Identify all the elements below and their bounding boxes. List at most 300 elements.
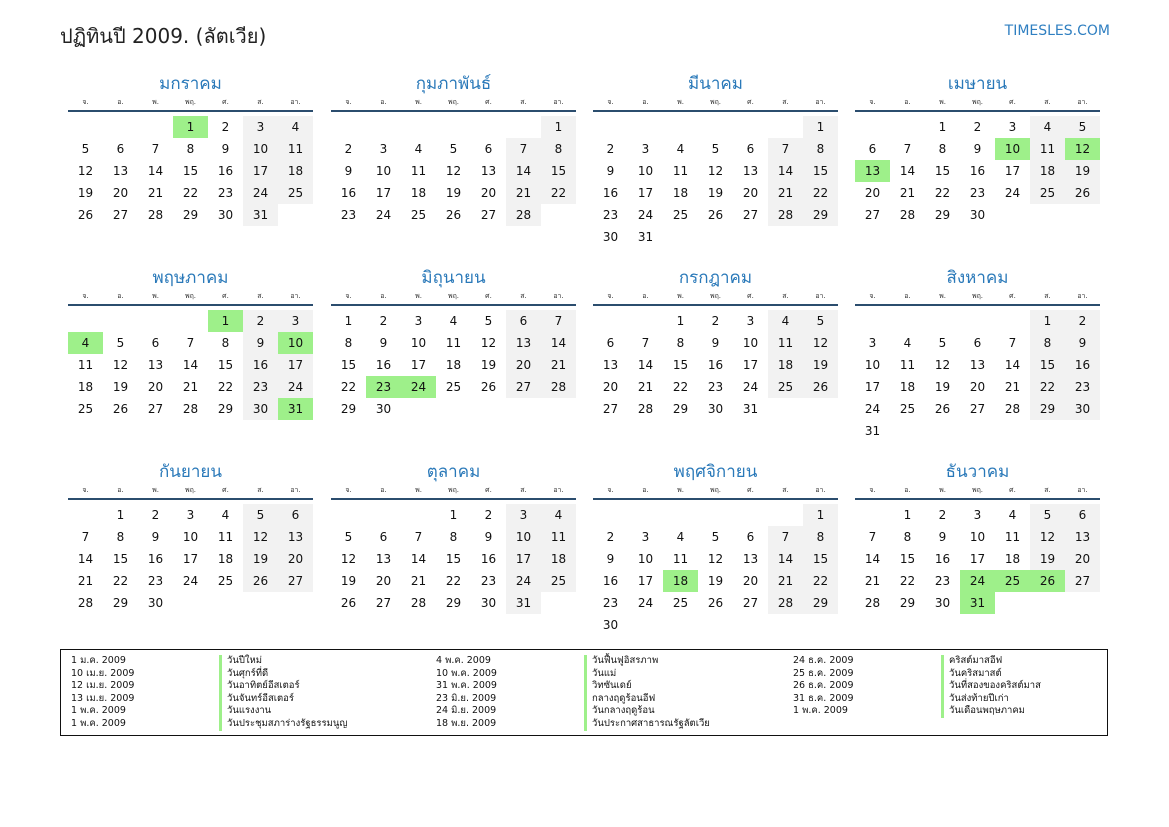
day-cell[interactable]: 21 (541, 354, 576, 376)
day-cell[interactable]: 29 (1030, 398, 1065, 420)
day-cell[interactable]: 30 (602, 230, 619, 244)
day-cell[interactable]: 27 (602, 402, 619, 416)
day-cell[interactable]: 20 (506, 354, 541, 376)
day-cell[interactable]: 8 (1030, 332, 1065, 354)
day-cell[interactable]: 15 (182, 164, 199, 178)
day-cell[interactable]: 26 (707, 596, 724, 610)
day-cell[interactable]: 12 (480, 336, 497, 350)
day-cell[interactable]: 6 (506, 310, 541, 332)
day-cell[interactable]: 15 (803, 548, 838, 570)
day-cell[interactable]: 25 (445, 380, 462, 394)
day-cell[interactable]: 16 (375, 358, 392, 372)
day-cell[interactable]: 1 (803, 116, 838, 138)
day-cell[interactable]: 15 (899, 552, 916, 566)
day-cell[interactable]: 26 (934, 402, 951, 416)
day-cell[interactable]: 24 (637, 596, 654, 610)
day-cell[interactable]: 4 (221, 508, 230, 522)
day-cell[interactable]: 18 (1030, 160, 1065, 182)
day-cell[interactable]: 20 (112, 186, 129, 200)
day-cell[interactable]: 20 (742, 186, 759, 200)
day-cell[interactable]: 9 (938, 530, 947, 544)
day-cell[interactable]: 25 (1030, 182, 1065, 204)
day-cell[interactable]: 16 (969, 164, 986, 178)
day-cell[interactable]: 24 (637, 208, 654, 222)
day-cell[interactable]: 8 (344, 336, 353, 350)
day-cell[interactable]: 31 (864, 424, 881, 438)
day-cell[interactable]: 30 (1065, 398, 1100, 420)
day-cell[interactable]: 17 (243, 160, 278, 182)
day-cell[interactable]: 29 (112, 596, 129, 610)
day-cell[interactable]: 18 (278, 160, 313, 182)
day-cell[interactable]: 7 (414, 530, 423, 544)
day-cell[interactable]: 20 (602, 380, 619, 394)
day-cell[interactable]: 12 (707, 552, 724, 566)
day-cell[interactable]: 12 (243, 526, 278, 548)
day-cell[interactable]: 25 (768, 376, 803, 398)
day-cell[interactable]: 23 (340, 208, 357, 222)
day-cell[interactable]: 9 (484, 530, 493, 544)
day-cell[interactable]: 2 (1065, 310, 1100, 332)
holiday-day-cell[interactable]: 23 (366, 376, 401, 398)
day-cell[interactable]: 21 (77, 574, 94, 588)
day-cell[interactable]: 21 (410, 574, 427, 588)
day-cell[interactable]: 7 (1008, 336, 1017, 350)
day-cell[interactable]: 25 (541, 570, 576, 592)
day-cell[interactable]: 10 (637, 552, 654, 566)
day-cell[interactable]: 7 (768, 138, 803, 160)
day-cell[interactable]: 22 (672, 380, 689, 394)
day-cell[interactable]: 17 (410, 358, 427, 372)
holiday-day-cell[interactable]: 10 (995, 138, 1030, 160)
day-cell[interactable]: 17 (742, 358, 759, 372)
day-cell[interactable]: 25 (410, 208, 427, 222)
day-cell[interactable]: 8 (803, 138, 838, 160)
day-cell[interactable]: 6 (868, 142, 877, 156)
day-cell[interactable]: 15 (541, 160, 576, 182)
day-cell[interactable]: 24 (1004, 186, 1021, 200)
day-cell[interactable]: 15 (803, 160, 838, 182)
day-cell[interactable]: 7 (506, 138, 541, 160)
day-cell[interactable]: 29 (340, 402, 357, 416)
day-cell[interactable]: 16 (147, 552, 164, 566)
day-cell[interactable]: 10 (182, 530, 199, 544)
day-cell[interactable]: 4 (414, 142, 423, 156)
day-cell[interactable]: 4 (449, 314, 458, 328)
day-cell[interactable]: 15 (112, 552, 129, 566)
day-cell[interactable]: 16 (340, 186, 357, 200)
day-cell[interactable]: 21 (506, 182, 541, 204)
day-cell[interactable]: 11 (445, 336, 462, 350)
holiday-day-cell[interactable]: 24 (401, 376, 436, 398)
day-cell[interactable]: 28 (147, 208, 164, 222)
day-cell[interactable]: 8 (116, 530, 125, 544)
day-cell[interactable]: 28 (1004, 402, 1021, 416)
day-cell[interactable]: 18 (217, 552, 234, 566)
day-cell[interactable]: 21 (899, 186, 916, 200)
day-cell[interactable]: 20 (480, 186, 497, 200)
day-cell[interactable]: 29 (445, 596, 462, 610)
day-cell[interactable]: 1 (903, 508, 912, 522)
day-cell[interactable]: 21 (768, 182, 803, 204)
day-cell[interactable]: 19 (707, 574, 724, 588)
day-cell[interactable]: 27 (506, 376, 541, 398)
day-cell[interactable]: 16 (934, 552, 951, 566)
day-cell[interactable]: 12 (112, 358, 129, 372)
day-cell[interactable]: 19 (803, 354, 838, 376)
day-cell[interactable]: 16 (480, 552, 497, 566)
day-cell[interactable]: 15 (340, 358, 357, 372)
day-cell[interactable]: 18 (672, 186, 689, 200)
day-cell[interactable]: 16 (243, 354, 278, 376)
day-cell[interactable]: 14 (77, 552, 94, 566)
day-cell[interactable]: 20 (375, 574, 392, 588)
day-cell[interactable]: 16 (217, 164, 234, 178)
day-cell[interactable]: 27 (864, 208, 881, 222)
day-cell[interactable]: 12 (77, 164, 94, 178)
day-cell[interactable]: 21 (637, 380, 654, 394)
day-cell[interactable]: 4 (676, 142, 685, 156)
day-cell[interactable]: 19 (243, 548, 278, 570)
day-cell[interactable]: 24 (278, 376, 313, 398)
day-cell[interactable]: 19 (445, 186, 462, 200)
day-cell[interactable]: 14 (182, 358, 199, 372)
day-cell[interactable]: 17 (637, 574, 654, 588)
day-cell[interactable]: 5 (803, 310, 838, 332)
holiday-day-cell[interactable]: 24 (960, 570, 995, 592)
day-cell[interactable]: 8 (938, 142, 947, 156)
day-cell[interactable]: 17 (506, 548, 541, 570)
day-cell[interactable]: 21 (864, 574, 881, 588)
day-cell[interactable]: 15 (672, 358, 689, 372)
day-cell[interactable]: 26 (803, 376, 838, 398)
day-cell[interactable]: 18 (1004, 552, 1021, 566)
day-cell[interactable]: 6 (278, 504, 313, 526)
day-cell[interactable]: 31 (637, 230, 654, 244)
day-cell[interactable]: 20 (864, 186, 881, 200)
day-cell[interactable]: 30 (934, 596, 951, 610)
day-cell[interactable]: 4 (676, 530, 685, 544)
day-cell[interactable]: 26 (445, 208, 462, 222)
day-cell[interactable]: 19 (934, 380, 951, 394)
day-cell[interactable]: 4 (1030, 116, 1065, 138)
day-cell[interactable]: 2 (484, 508, 493, 522)
day-cell[interactable]: 17 (864, 380, 881, 394)
day-cell[interactable]: 11 (672, 552, 689, 566)
day-cell[interactable]: 29 (803, 204, 838, 226)
day-cell[interactable]: 5 (344, 530, 353, 544)
day-cell[interactable]: 14 (147, 164, 164, 178)
day-cell[interactable]: 19 (707, 186, 724, 200)
day-cell[interactable]: 7 (641, 336, 650, 350)
holiday-day-cell[interactable]: 31 (278, 398, 313, 420)
day-cell[interactable]: 14 (768, 548, 803, 570)
day-cell[interactable]: 4 (278, 116, 313, 138)
day-cell[interactable]: 19 (77, 186, 94, 200)
day-cell[interactable]: 23 (969, 186, 986, 200)
day-cell[interactable]: 8 (221, 336, 230, 350)
day-cell[interactable]: 6 (151, 336, 160, 350)
day-cell[interactable]: 22 (1030, 376, 1065, 398)
day-cell[interactable]: 31 (742, 402, 759, 416)
day-cell[interactable]: 13 (147, 358, 164, 372)
day-cell[interactable]: 28 (410, 596, 427, 610)
day-cell[interactable]: 3 (641, 142, 650, 156)
day-cell[interactable]: 3 (868, 336, 877, 350)
day-cell[interactable]: 29 (217, 402, 234, 416)
day-cell[interactable]: 20 (969, 380, 986, 394)
day-cell[interactable]: 23 (707, 380, 724, 394)
day-cell[interactable]: 31 (243, 204, 278, 226)
day-cell[interactable]: 7 (81, 530, 90, 544)
day-cell[interactable]: 13 (278, 526, 313, 548)
day-cell[interactable]: 23 (243, 376, 278, 398)
day-cell[interactable]: 14 (899, 164, 916, 178)
day-cell[interactable]: 17 (969, 552, 986, 566)
day-cell[interactable]: 30 (480, 596, 497, 610)
day-cell[interactable]: 19 (112, 380, 129, 394)
day-cell[interactable]: 8 (903, 530, 912, 544)
day-cell[interactable]: 22 (112, 574, 129, 588)
day-cell[interactable]: 13 (1065, 526, 1100, 548)
day-cell[interactable]: 2 (606, 530, 615, 544)
day-cell[interactable]: 24 (375, 208, 392, 222)
day-cell[interactable]: 11 (768, 332, 803, 354)
day-cell[interactable]: 11 (77, 358, 94, 372)
day-cell[interactable]: 4 (1008, 508, 1017, 522)
brand-link[interactable]: TIMESLES.COM (1004, 23, 1110, 39)
day-cell[interactable]: 2 (938, 508, 947, 522)
day-cell[interactable]: 18 (768, 354, 803, 376)
day-cell[interactable]: 5 (449, 142, 458, 156)
day-cell[interactable]: 30 (602, 618, 619, 632)
day-cell[interactable]: 30 (147, 596, 164, 610)
day-cell[interactable]: 2 (606, 142, 615, 156)
day-cell[interactable]: 19 (1065, 160, 1100, 182)
day-cell[interactable]: 13 (112, 164, 129, 178)
day-cell[interactable]: 27 (480, 208, 497, 222)
day-cell[interactable]: 9 (1065, 332, 1100, 354)
day-cell[interactable]: 1 (1030, 310, 1065, 332)
day-cell[interactable]: 30 (969, 208, 986, 222)
holiday-day-cell[interactable]: 13 (855, 160, 890, 182)
day-cell[interactable]: 17 (1004, 164, 1021, 178)
day-cell[interactable]: 11 (217, 530, 234, 544)
day-cell[interactable]: 24 (742, 380, 759, 394)
day-cell[interactable]: 18 (541, 548, 576, 570)
day-cell[interactable]: 5 (1065, 116, 1100, 138)
day-cell[interactable]: 5 (243, 504, 278, 526)
holiday-day-cell[interactable]: 12 (1065, 138, 1100, 160)
day-cell[interactable]: 22 (340, 380, 357, 394)
day-cell[interactable]: 1 (449, 508, 458, 522)
day-cell[interactable]: 26 (340, 596, 357, 610)
day-cell[interactable]: 22 (182, 186, 199, 200)
day-cell[interactable]: 9 (711, 336, 720, 350)
day-cell[interactable]: 25 (672, 596, 689, 610)
day-cell[interactable]: 4 (768, 310, 803, 332)
day-cell[interactable]: 3 (746, 314, 755, 328)
day-cell[interactable]: 19 (480, 358, 497, 372)
day-cell[interactable]: 18 (410, 186, 427, 200)
day-cell[interactable]: 21 (768, 570, 803, 592)
day-cell[interactable]: 2 (379, 314, 388, 328)
day-cell[interactable]: 26 (480, 380, 497, 394)
day-cell[interactable]: 6 (1065, 504, 1100, 526)
day-cell[interactable]: 13 (602, 358, 619, 372)
day-cell[interactable]: 17 (278, 354, 313, 376)
day-cell[interactable]: 22 (445, 574, 462, 588)
day-cell[interactable]: 28 (541, 376, 576, 398)
day-cell[interactable]: 29 (899, 596, 916, 610)
day-cell[interactable]: 24 (506, 570, 541, 592)
day-cell[interactable]: 26 (1065, 182, 1100, 204)
day-cell[interactable]: 25 (278, 182, 313, 204)
day-cell[interactable]: 14 (541, 332, 576, 354)
day-cell[interactable]: 1 (938, 120, 947, 134)
day-cell[interactable]: 23 (602, 596, 619, 610)
day-cell[interactable]: 12 (1030, 526, 1065, 548)
day-cell[interactable]: 24 (182, 574, 199, 588)
day-cell[interactable]: 11 (672, 164, 689, 178)
day-cell[interactable]: 3 (278, 310, 313, 332)
day-cell[interactable]: 5 (1030, 504, 1065, 526)
holiday-day-cell[interactable]: 26 (1030, 570, 1065, 592)
day-cell[interactable]: 20 (147, 380, 164, 394)
day-cell[interactable]: 27 (742, 596, 759, 610)
day-cell[interactable]: 6 (973, 336, 982, 350)
day-cell[interactable]: 23 (480, 574, 497, 588)
day-cell[interactable]: 3 (973, 508, 982, 522)
day-cell[interactable]: 5 (711, 530, 720, 544)
day-cell[interactable]: 10 (969, 530, 986, 544)
day-cell[interactable]: 5 (938, 336, 947, 350)
holiday-day-cell[interactable]: 31 (960, 592, 995, 614)
day-cell[interactable]: 28 (899, 208, 916, 222)
day-cell[interactable]: 5 (81, 142, 90, 156)
day-cell[interactable]: 20 (742, 574, 759, 588)
holiday-day-cell[interactable]: 10 (278, 332, 313, 354)
holiday-day-cell[interactable]: 18 (663, 570, 698, 592)
day-cell[interactable]: 9 (243, 332, 278, 354)
day-cell[interactable]: 28 (77, 596, 94, 610)
day-cell[interactable]: 16 (1065, 354, 1100, 376)
day-cell[interactable]: 3 (1008, 120, 1017, 134)
day-cell[interactable]: 23 (602, 208, 619, 222)
day-cell[interactable]: 24 (243, 182, 278, 204)
day-cell[interactable]: 9 (973, 142, 982, 156)
day-cell[interactable]: 28 (768, 204, 803, 226)
day-cell[interactable]: 18 (899, 380, 916, 394)
day-cell[interactable]: 7 (768, 526, 803, 548)
day-cell[interactable]: 11 (899, 358, 916, 372)
day-cell[interactable]: 4 (903, 336, 912, 350)
day-cell[interactable]: 9 (606, 164, 615, 178)
day-cell[interactable]: 6 (116, 142, 125, 156)
day-cell[interactable]: 26 (77, 208, 94, 222)
day-cell[interactable]: 22 (217, 380, 234, 394)
day-cell[interactable]: 29 (934, 208, 951, 222)
day-cell[interactable]: 19 (1030, 548, 1065, 570)
day-cell[interactable]: 27 (742, 208, 759, 222)
day-cell[interactable]: 6 (484, 142, 493, 156)
day-cell[interactable]: 14 (1004, 358, 1021, 372)
day-cell[interactable]: 23 (934, 574, 951, 588)
day-cell[interactable]: 10 (410, 336, 427, 350)
day-cell[interactable]: 29 (803, 592, 838, 614)
day-cell[interactable]: 11 (278, 138, 313, 160)
day-cell[interactable]: 13 (506, 332, 541, 354)
day-cell[interactable]: 10 (742, 336, 759, 350)
day-cell[interactable]: 11 (410, 164, 427, 178)
day-cell[interactable]: 14 (637, 358, 654, 372)
day-cell[interactable]: 12 (340, 552, 357, 566)
day-cell[interactable]: 16 (602, 574, 619, 588)
day-cell[interactable]: 22 (803, 570, 838, 592)
day-cell[interactable]: 3 (379, 142, 388, 156)
holiday-day-cell[interactable]: 25 (995, 570, 1030, 592)
day-cell[interactable]: 20 (1065, 548, 1100, 570)
day-cell[interactable]: 13 (969, 358, 986, 372)
day-cell[interactable]: 18 (445, 358, 462, 372)
day-cell[interactable]: 15 (217, 358, 234, 372)
holiday-day-cell[interactable]: 1 (208, 310, 243, 332)
day-cell[interactable]: 10 (637, 164, 654, 178)
day-cell[interactable]: 1 (676, 314, 685, 328)
day-cell[interactable]: 4 (541, 504, 576, 526)
day-cell[interactable]: 21 (182, 380, 199, 394)
day-cell[interactable]: 28 (768, 592, 803, 614)
day-cell[interactable]: 27 (1065, 570, 1100, 592)
day-cell[interactable]: 2 (344, 142, 353, 156)
day-cell[interactable]: 14 (768, 160, 803, 182)
day-cell[interactable]: 15 (1030, 354, 1065, 376)
day-cell[interactable]: 8 (803, 526, 838, 548)
day-cell[interactable]: 5 (711, 142, 720, 156)
day-cell[interactable]: 22 (934, 186, 951, 200)
day-cell[interactable]: 27 (112, 208, 129, 222)
day-cell[interactable]: 9 (344, 164, 353, 178)
day-cell[interactable]: 16 (602, 186, 619, 200)
day-cell[interactable]: 16 (707, 358, 724, 372)
day-cell[interactable]: 17 (182, 552, 199, 566)
day-cell[interactable]: 25 (77, 402, 94, 416)
day-cell[interactable]: 1 (344, 314, 353, 328)
day-cell[interactable]: 19 (340, 574, 357, 588)
day-cell[interactable]: 14 (506, 160, 541, 182)
day-cell[interactable]: 5 (484, 314, 493, 328)
day-cell[interactable]: 6 (606, 336, 615, 350)
day-cell[interactable]: 5 (116, 336, 125, 350)
day-cell[interactable]: 7 (186, 336, 195, 350)
day-cell[interactable]: 30 (243, 398, 278, 420)
day-cell[interactable]: 9 (606, 552, 615, 566)
day-cell[interactable]: 10 (864, 358, 881, 372)
day-cell[interactable]: 1 (803, 504, 838, 526)
day-cell[interactable]: 27 (969, 402, 986, 416)
holiday-day-cell[interactable]: 1 (173, 116, 208, 138)
day-cell[interactable]: 21 (1004, 380, 1021, 394)
day-cell[interactable]: 11 (541, 526, 576, 548)
day-cell[interactable]: 26 (243, 570, 278, 592)
day-cell[interactable]: 26 (112, 402, 129, 416)
day-cell[interactable]: 26 (707, 208, 724, 222)
day-cell[interactable]: 3 (186, 508, 195, 522)
day-cell[interactable]: 22 (803, 182, 838, 204)
day-cell[interactable]: 2 (243, 310, 278, 332)
day-cell[interactable]: 10 (506, 526, 541, 548)
day-cell[interactable]: 7 (903, 142, 912, 156)
day-cell[interactable]: 8 (186, 142, 195, 156)
